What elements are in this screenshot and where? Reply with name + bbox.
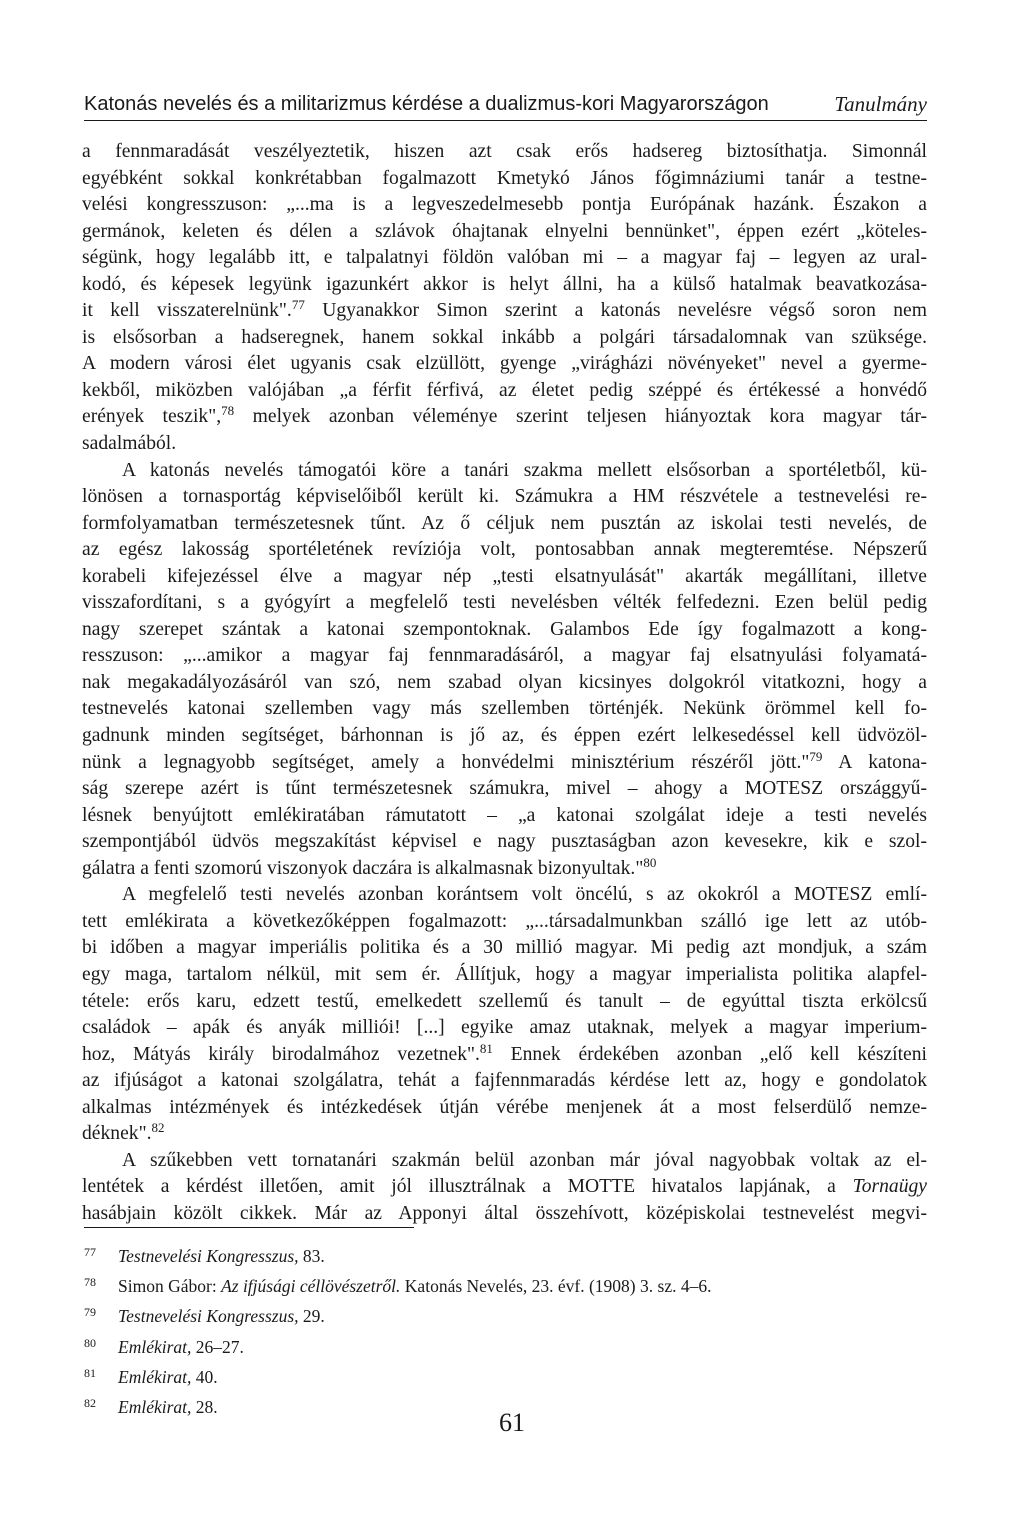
line-text: erények teszik", bbox=[82, 406, 222, 428]
text-line bbox=[82, 856, 927, 883]
line-text: lentétek a kérdést illetően, amit jól illusztrálnak a MOTTE hivatalos lapjának, a bbox=[82, 1176, 853, 1198]
text-line bbox=[82, 1121, 927, 1148]
line-text: ségünk, hogy legalább itt, e talpalatnyi földön valóban mi – a magyar faj – legyen az ural- bbox=[82, 247, 927, 269]
footnote-ref: 78 bbox=[221, 403, 235, 419]
text-line bbox=[82, 1174, 927, 1201]
text-line bbox=[82, 458, 927, 485]
footnote-text: Katonás Nevelés, 23. évf. (1908) 3. sz. 4–6. bbox=[400, 1276, 712, 1297]
text-line bbox=[82, 351, 927, 378]
line-text: it kell visszaterelnünk". bbox=[82, 300, 292, 322]
line-text: A modern városi élet ugyanis csak elzüllött, gyenge „virágházi növényeket" nevel a gyerme- bbox=[82, 353, 927, 375]
footnote-source: Az ifjúsági céllövészetről. bbox=[221, 1276, 401, 1297]
line-text: velési kongresszuson: „...ma is a legveszedelmesebb pontja Európának hazánk. Északon a bbox=[82, 194, 927, 216]
text-line bbox=[82, 166, 927, 193]
text-line bbox=[82, 378, 927, 405]
line-text: egyébként sokkal konkrétabban fogalmazott Kmetykó János főgimnáziumi tanár a testne- bbox=[82, 167, 927, 189]
line-text: tett emlékirata a következőképpen fogalmazott: „...társadalmunkban szálló ige lett az utób- bbox=[82, 910, 927, 932]
running-header bbox=[84, 91, 927, 121]
section-label: Tanulmány bbox=[834, 92, 927, 116]
footnote bbox=[84, 1302, 927, 1332]
line-text: resszuson: „...amikor a magyar faj fennmaradásáról, a magyar faj elsatnyulási folyamatá- bbox=[82, 645, 927, 667]
text-line bbox=[82, 1201, 927, 1228]
line-text: is elsősorban a hadseregnek, hanem sokkal inkább a polgári társadalomnak van szüksége. bbox=[82, 326, 927, 348]
text-line bbox=[82, 909, 927, 936]
line-text: kekből, miközben valójában „a férfit férfivá, az életet pedig széppé és értékessé a honvédő bbox=[82, 379, 927, 401]
line-text: kodó, és képesek legyünk igazunkért akkor is helyt állni, ha a külső hatalmak beavatkozása- bbox=[82, 273, 927, 295]
footnote-ref: 80 bbox=[643, 854, 657, 870]
line-text: sadalmából. bbox=[82, 433, 177, 455]
footnote-number: 80 bbox=[84, 1335, 96, 1350]
footnote bbox=[84, 1272, 927, 1302]
line-text: bi időben a magyar imperiális politika és a 30 millió magyar. Mi pedig azt mondjuk, a szám bbox=[82, 937, 927, 959]
footnote-number: 78 bbox=[84, 1275, 96, 1290]
text-line bbox=[82, 803, 927, 830]
text-line bbox=[82, 962, 927, 989]
body-text bbox=[82, 139, 927, 1227]
line-text: A katona- bbox=[822, 751, 927, 773]
footnote-source: Testnevelési Kongresszus, bbox=[118, 1246, 299, 1266]
line-text: az egész lakosság sportéletének revíziója volt, pontosabban annak megteremtése. Népszerű bbox=[82, 539, 927, 561]
line-text: ság szerepe azért is tűnt természetesnek számukra, mivel – ahogy a MOTESZ országgyű- bbox=[82, 778, 927, 800]
footnote-ref: 79 bbox=[809, 748, 823, 764]
text-line bbox=[82, 590, 927, 617]
text-line bbox=[82, 935, 927, 962]
text-line bbox=[82, 723, 927, 750]
line-text: lönösen a tornasportág képviselőiből került ki. Számukra a HM részvétele a testnevelési re- bbox=[82, 486, 927, 508]
text-line bbox=[82, 298, 927, 325]
footnote-text: 28. bbox=[191, 1397, 218, 1418]
line-text: korabeli kifejezéssel élve a magyar nép „testi elsatnyulását" akarták megállítani, illetve bbox=[82, 565, 927, 587]
footnote bbox=[84, 1242, 927, 1272]
footnote-ref: 77 bbox=[291, 297, 305, 313]
footnote-text: 40. bbox=[191, 1366, 218, 1387]
line-text: nagy szerepet szántak a katonai szempontoknak. Galambos Ede így fogalmazott a kong- bbox=[82, 618, 927, 640]
footnote-source: Emlékirat, bbox=[118, 1366, 192, 1387]
line-text: visszafordítani, s a gyógyírt a megfelelő testi nevelésben vélték felfedezni. Ezen belül pedig bbox=[82, 592, 927, 614]
line-text: szempontjából üdvös megszakítást képvisel e nagy pusztaságban azon kevesekre, kik e szol- bbox=[82, 831, 927, 853]
text-line bbox=[82, 139, 927, 166]
text-line bbox=[82, 537, 927, 564]
text-line bbox=[82, 219, 927, 246]
line-text: nünk a legnagyobb segítséget, amely a honvédelmi minisztérium részéről jött." bbox=[82, 751, 810, 773]
footnote-text: 26–27. bbox=[191, 1336, 244, 1357]
text-line bbox=[82, 617, 927, 644]
footnote bbox=[84, 1363, 927, 1393]
footnote-source: Testnevelési Kongresszus, bbox=[118, 1306, 299, 1327]
text-line bbox=[82, 882, 927, 909]
line-text: testnevelés katonai szellemben vagy más szellemben történjék. Nekünk örömmel kell fo- bbox=[82, 698, 927, 720]
line-text: lésnek benyújtott emlékiratában rámutatott – „a katonai szolgálat ideje a testi nevelés bbox=[82, 804, 927, 826]
text-line bbox=[82, 1042, 927, 1069]
line-text: egy maga, tartalom nélkül, mit sem ér. Állítjuk, hogy a magyar imperialista politika alapfel- bbox=[82, 963, 927, 985]
text-line bbox=[82, 564, 927, 591]
italic-title: Tornaügy bbox=[852, 1176, 927, 1198]
line-text: A katonás nevelés támogatói köre a tanári szakma mellett elsősorban a sportéletből, kü- bbox=[122, 459, 927, 481]
line-text: A szűkebben vett tornatanári szakmán belül azonban már jóval nagyobbak voltak az el- bbox=[122, 1149, 927, 1171]
page-number: 61 bbox=[499, 1408, 525, 1437]
line-text: tétele: erős karu, edzett testű, emelkedett szellemű és tanult – de egyúttal tiszta erkölcsű bbox=[82, 990, 927, 1012]
line-text: déknek". bbox=[82, 1123, 152, 1145]
line-text: az ifjúságot a katonai szolgálatra, tehát a fajfennmaradás kérdése lett az, hogy e gondolatok bbox=[82, 1070, 927, 1092]
text-line bbox=[82, 750, 927, 777]
text-line bbox=[82, 829, 927, 856]
footnote-source: Emlékirat, bbox=[118, 1336, 192, 1357]
footnote-text: Simon Gábor: bbox=[118, 1276, 222, 1297]
line-text: gálatra a fenti szomorú viszonyok daczára is alkalmasnak bizonyultak." bbox=[82, 857, 644, 879]
text-line bbox=[82, 325, 927, 352]
text-line bbox=[82, 484, 927, 511]
text-line bbox=[82, 1068, 927, 1095]
footnote-ref: 81 bbox=[479, 1040, 493, 1056]
footnote-number: 82 bbox=[84, 1396, 96, 1411]
footnote bbox=[84, 1333, 927, 1363]
footnote-text: 83. bbox=[298, 1246, 325, 1266]
running-title: Katonás nevelés és a militarizmus kérdése a dualizmus-kori Magyarországon bbox=[84, 93, 769, 115]
footnote-divider bbox=[84, 1227, 414, 1228]
line-text: alkalmas intézmények és intézkedések útján vérébe menjenek át a most felserdülő nemze- bbox=[82, 1096, 927, 1118]
line-text: hasábjain közölt cikkek. Már az Apponyi által összehívott, középiskolai testnevelést megvi- bbox=[82, 1202, 927, 1224]
footnote-number: 79 bbox=[84, 1305, 96, 1320]
text-line bbox=[82, 1095, 927, 1122]
line-text: A megfelelő testi nevelés azonban korántsem volt öncélú, s az okokról a MOTESZ emlí- bbox=[122, 884, 927, 906]
text-line bbox=[82, 431, 927, 458]
text-line bbox=[82, 643, 927, 670]
line-text: Ennek érdekében azonban „elő kell készíteni bbox=[492, 1043, 927, 1065]
footnotes bbox=[84, 1242, 927, 1423]
footnote-number: 77 bbox=[84, 1245, 96, 1259]
footnote-ref: 82 bbox=[151, 1120, 165, 1136]
line-text: melyek azonban véleménye szerint teljesen hiányoztak kora magyar tár- bbox=[234, 406, 927, 428]
line-text: germánok, keleten és délen a szlávok óhajtanak elnyelni bennünket", éppen ezért „köteles- bbox=[82, 220, 927, 242]
line-text: hoz, Mátyás király birodalmához vezetnek". bbox=[82, 1043, 480, 1065]
line-text: gadnunk minden segítséget, bárhonnan is jő az, és éppen ezért lelkesedéssel kell üdvözöl- bbox=[82, 725, 927, 747]
line-text: a fennmaradását veszélyeztetik, hiszen azt csak erős hadsereg biztosíthatja. Simonnál bbox=[82, 141, 927, 162]
text-line bbox=[82, 272, 927, 299]
text-line bbox=[82, 192, 927, 219]
line-text: családok – apák és anyák milliói! [...] egyike amaz utaknak, melyek a magyar imperium- bbox=[82, 1017, 927, 1039]
text-line bbox=[82, 511, 927, 538]
text-line bbox=[82, 776, 927, 803]
footnote-number: 81 bbox=[84, 1365, 96, 1380]
text-line bbox=[82, 245, 927, 272]
text-line bbox=[82, 670, 927, 697]
text-line bbox=[82, 696, 927, 723]
text-line bbox=[82, 404, 927, 431]
footnote-text: 29. bbox=[298, 1306, 325, 1327]
line-text: nak megakadályozásáról van szó, nem szabad olyan kicsinyes dolgokról vitatkozni, hogy a bbox=[82, 671, 927, 693]
line-text: Ugyanakkor Simon szerint a katonás nevelésre végső soron nem bbox=[304, 300, 927, 322]
footnote-source: Emlékirat, bbox=[118, 1397, 192, 1418]
text-line bbox=[82, 1015, 927, 1042]
text-line bbox=[82, 989, 927, 1016]
line-text: formfolyamatban természetesnek tűnt. Az ő céljuk nem pusztán az iskolai testi nevelés, de bbox=[82, 512, 927, 534]
text-line bbox=[82, 1148, 927, 1175]
